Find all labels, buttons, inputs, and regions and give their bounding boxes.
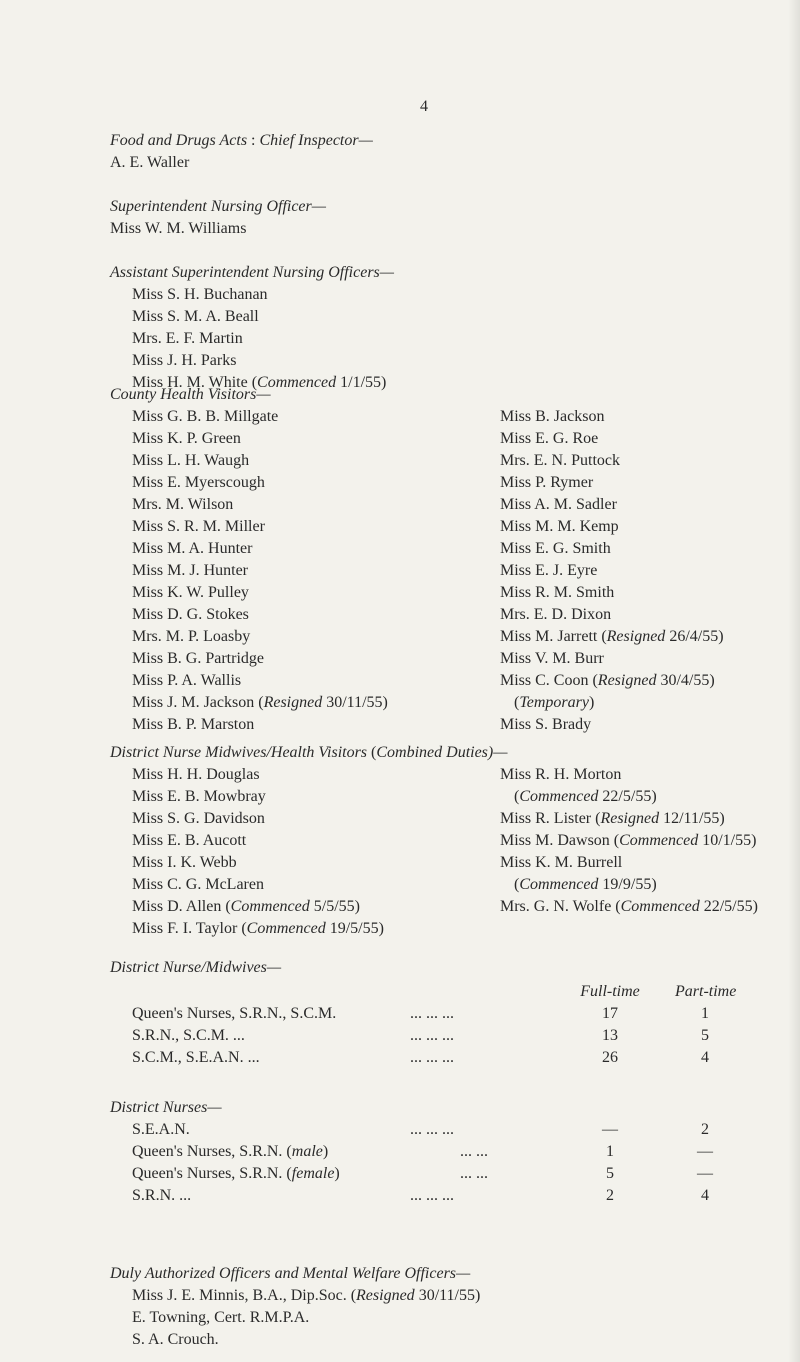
district-nurses-section <box>110 1097 790 1207</box>
page-number: 4 <box>420 98 428 115</box>
jackson-note: Resigned <box>263 694 323 711</box>
hv-name: Miss K. W. Pulley <box>132 584 249 601</box>
hv-name: Miss S. R. M. Miller <box>132 518 265 535</box>
row-part: 4 <box>701 1049 709 1066</box>
district-nurses-heading: District Nurses— <box>110 1099 222 1116</box>
asst-supt-section <box>110 262 394 394</box>
jarrett-date: 26/4/55) <box>665 628 724 645</box>
hv-name: Miss M. J. Hunter <box>132 562 249 579</box>
food-drugs-heading-dash: — <box>358 132 373 149</box>
supt-section <box>110 196 326 240</box>
row-label <box>132 1141 328 1163</box>
hv-name: Miss V. M. Burr <box>500 650 604 667</box>
row-dots: ... ... <box>460 1143 488 1160</box>
coon-note: Resigned <box>597 672 657 689</box>
hv-name: Miss E. G. Roe <box>500 430 599 447</box>
hv-name: Mrs. E. D. Dixon <box>500 606 612 623</box>
hv-name-jarrett <box>500 626 724 648</box>
hv-name: Miss P. Rymer <box>500 474 594 491</box>
hv-name: Miss E. J. Eyre <box>500 562 598 579</box>
food-drugs-section <box>110 130 373 174</box>
hv-name: Mrs. M. P. Loasby <box>132 628 251 645</box>
cd-name-lister <box>500 808 758 830</box>
hv-name: Miss L. H. Waugh <box>132 452 250 469</box>
row-dots: ... ... ... <box>410 1027 454 1044</box>
dawson-note: Commenced <box>619 832 699 849</box>
combined-columns <box>110 764 790 944</box>
health-visitors-right <box>500 406 724 736</box>
hv-name: Mrs. E. N. Puttock <box>500 452 620 469</box>
cd-name-dawson <box>500 830 758 852</box>
food-drugs-heading-b: : <box>247 132 260 149</box>
label-a: Queen's Nurses, S.R.N. ( <box>132 1165 292 1182</box>
row-full: — <box>602 1121 618 1138</box>
district-nurses-table <box>110 1119 790 1207</box>
row-label: S.E.A.N. <box>132 1121 190 1138</box>
asst-supt-heading: Assistant Superintendent Nursing Officers— <box>110 264 394 281</box>
food-drugs-name: A. E. Waller <box>110 154 190 171</box>
table-row <box>110 1047 790 1069</box>
supt-name: Miss W. M. Williams <box>110 220 247 237</box>
table-row <box>110 1025 790 1047</box>
label-a: Queen's Nurses, S.R.N. ( <box>132 1143 292 1160</box>
hv-name: Miss S. Brady <box>500 716 592 733</box>
cd-name: Miss K. M. Burrell <box>500 854 623 871</box>
taylor-date: 19/5/55) <box>325 920 384 937</box>
authorized-towning: E. Towning, Cert. R.M.P.A. <box>132 1309 310 1326</box>
row-label: S.R.N. ... <box>132 1187 192 1204</box>
row-full: 1 <box>606 1143 614 1160</box>
row-full: 17 <box>602 1005 618 1022</box>
hv-name: Miss M. M. Kemp <box>500 518 619 535</box>
dawson-date: 10/1/55) <box>698 832 757 849</box>
row-full: 13 <box>602 1027 618 1044</box>
coon-date: 30/4/55) <box>656 672 715 689</box>
cd-name-allen <box>132 896 384 918</box>
hv-name: Miss B. P. Marston <box>132 716 255 733</box>
hv-name: Miss D. G. Stokes <box>132 606 249 623</box>
wolfe-date: 22/5/55) <box>699 898 758 915</box>
row-part: — <box>697 1165 713 1182</box>
health-visitors-heading: County Health Visitors— <box>110 386 271 403</box>
lister-note: Resigned <box>600 810 660 827</box>
lister-name: Miss R. Lister ( <box>500 810 601 827</box>
morton-note: Commenced <box>519 788 599 805</box>
hv-name: Miss E. Myerscough <box>132 474 265 491</box>
taylor-note: Commenced <box>246 920 326 937</box>
burrell-open: ( <box>514 876 520 893</box>
wolfe-note: Commenced <box>620 898 700 915</box>
combined-heading <box>110 742 790 764</box>
cd-name-taylor <box>132 918 384 940</box>
cd-name: Miss E. B. Aucott <box>132 832 247 849</box>
coon-name: Miss C. Coon ( <box>500 672 598 689</box>
row-part: 4 <box>701 1187 709 1204</box>
authorized-crouch: S. A. Crouch. <box>132 1331 219 1348</box>
combined-heading-c: Combined Duties <box>376 744 488 761</box>
food-drugs-heading-c: Chief Inspector <box>259 132 359 149</box>
minnis-name: Miss J. E. Minnis, B.A., Dip.Soc. ( <box>132 1287 357 1304</box>
label-note: female <box>291 1165 335 1182</box>
hv-temporary <box>500 692 724 714</box>
jarrett-note: Resigned <box>606 628 666 645</box>
label-note: male <box>291 1143 323 1160</box>
row-dots: ... ... <box>460 1165 488 1182</box>
allen-date: 5/5/55) <box>309 898 360 915</box>
hv-name: Miss B. G. Partridge <box>132 650 264 667</box>
cd-burrell-commenced <box>500 874 758 896</box>
combined-heading-a: District Nurse Midwives/Health Visitors <box>110 744 368 761</box>
combined-heading-b: ( <box>367 744 377 761</box>
asst-supt-name: Miss J. H. Parks <box>132 352 237 369</box>
table-row <box>110 1185 790 1207</box>
row-part: — <box>697 1143 713 1160</box>
cd-name: Miss I. K. Webb <box>132 854 237 871</box>
table-header-row <box>110 981 790 1003</box>
combined-right <box>500 764 758 918</box>
row-dots: ... ... ... <box>410 1187 454 1204</box>
hv-name: Mrs. M. Wilson <box>132 496 234 513</box>
row-part: 2 <box>701 1121 709 1138</box>
hv-name: Miss R. M. Smith <box>500 584 615 601</box>
minnis-date: 30/11/55) <box>414 1287 481 1304</box>
nurse-midwives-heading: District Nurse/Midwives— <box>110 959 282 976</box>
col-full-time: Full-time <box>580 983 640 1000</box>
combined-section <box>110 742 790 944</box>
morton-date: 22/5/55) <box>598 788 657 805</box>
temp-open: ( <box>514 694 520 711</box>
cd-name: Miss S. G. Davidson <box>132 810 265 827</box>
col-part-time: Part-time <box>675 983 737 1000</box>
white-date: 1/1/55) <box>336 374 387 391</box>
jackson-date: 30/11/55) <box>322 694 388 711</box>
lister-date: 12/11/55) <box>659 810 725 827</box>
table-row <box>110 1141 790 1163</box>
wolfe-name: Mrs. G. N. Wolfe ( <box>500 898 621 915</box>
health-visitors-section <box>110 384 790 736</box>
page-edge-shadow <box>788 0 800 1362</box>
row-part: 1 <box>701 1005 709 1022</box>
allen-note: Commenced <box>230 898 310 915</box>
row-dots: ... ... ... <box>410 1121 454 1138</box>
row-label: S.C.M., S.E.A.N. ... <box>132 1049 260 1066</box>
minnis-note: Resigned <box>356 1287 415 1304</box>
table-row <box>110 1003 790 1025</box>
taylor-name: Miss F. I. Taylor ( <box>132 920 247 937</box>
dawson-name: Miss M. Dawson ( <box>500 832 620 849</box>
jackson-name: Miss J. M. Jackson ( <box>132 694 264 711</box>
cd-name: Miss R. H. Morton <box>500 766 622 783</box>
cd-name: Miss E. B. Mowbray <box>132 788 266 805</box>
temp-note: Temporary <box>519 694 589 711</box>
health-visitors-columns <box>110 406 790 736</box>
combined-left <box>132 764 384 940</box>
asst-supt-name: Miss S. M. A. Beall <box>132 308 259 325</box>
cd-name: Miss H. H. Douglas <box>132 766 260 783</box>
white-name: Miss H. M. White ( <box>132 374 258 391</box>
hv-name: Miss P. A. Wallis <box>132 672 242 689</box>
nurse-midwives-table <box>110 981 790 1069</box>
allen-name: Miss D. Allen ( <box>132 898 231 915</box>
burrell-date: 19/9/55) <box>598 876 657 893</box>
food-drugs-heading-a: Food and Drugs Acts <box>110 132 248 149</box>
label-b: ) <box>322 1143 329 1160</box>
row-part: 5 <box>701 1027 709 1044</box>
cd-morton-commenced <box>500 786 758 808</box>
jarrett-name: Miss M. Jarrett ( <box>500 628 607 645</box>
row-label: Queen's Nurses, S.R.N., S.C.M. <box>132 1005 337 1022</box>
hv-name: Miss E. G. Smith <box>500 540 611 557</box>
row-dots: ... ... ... <box>410 1049 454 1066</box>
nurse-midwives-section <box>110 957 790 1069</box>
asst-supt-name: Mrs. E. F. Martin <box>132 330 243 347</box>
row-label <box>132 1163 340 1185</box>
cd-name: Miss C. G. McLaren <box>132 876 264 893</box>
row-full: 5 <box>606 1165 614 1182</box>
supt-heading: Superintendent Nursing Officer— <box>110 198 326 215</box>
row-label: S.R.N., S.C.M. ... <box>132 1027 245 1044</box>
white-note: Commenced <box>257 374 337 391</box>
authorized-minnis <box>110 1285 790 1307</box>
hv-name: Miss M. A. Hunter <box>132 540 253 557</box>
cd-name-wolfe <box>500 896 758 918</box>
morton-open: ( <box>514 788 520 805</box>
health-visitors-left <box>132 406 388 736</box>
burrell-note: Commenced <box>519 876 599 893</box>
label-b: ) <box>334 1165 340 1182</box>
hv-name: Miss G. B. B. Millgate <box>132 408 279 425</box>
authorized-section <box>110 1263 790 1351</box>
temp-close: ) <box>588 694 595 711</box>
combined-heading-d: )— <box>487 744 508 761</box>
hv-name: Miss B. Jackson <box>500 408 605 425</box>
row-full: 2 <box>606 1187 614 1204</box>
authorized-heading: Duly Authorized Officers and Mental Welfare Officers— <box>110 1265 471 1282</box>
table-row <box>110 1163 790 1185</box>
food-drugs-heading <box>110 130 373 152</box>
hv-name-jackson <box>132 692 388 714</box>
hv-name-coon <box>500 670 724 692</box>
hv-name: Miss A. M. Sadler <box>500 496 617 513</box>
asst-supt-name: Miss S. H. Buchanan <box>132 286 268 303</box>
row-dots: ... ... ... <box>410 1005 454 1022</box>
table-row <box>110 1119 790 1141</box>
row-full: 26 <box>602 1049 618 1066</box>
hv-name: Miss K. P. Green <box>132 430 241 447</box>
